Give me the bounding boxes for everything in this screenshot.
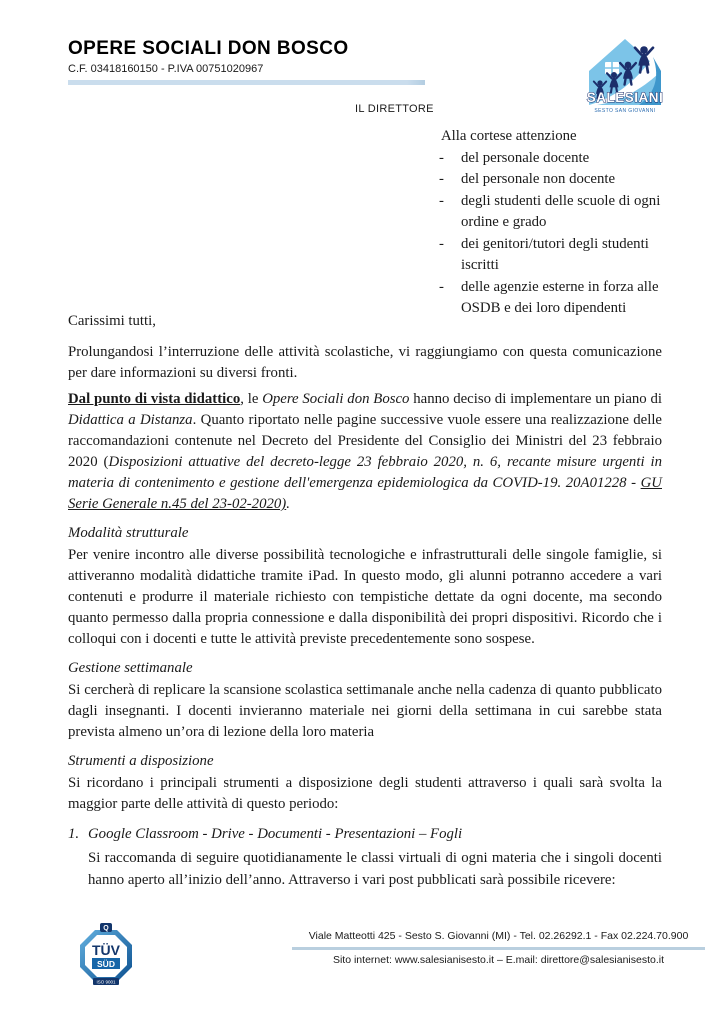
distance-learning-italic: Didattica a Distanza xyxy=(68,412,193,428)
section-heading-structure: Modalità strutturale xyxy=(68,525,189,541)
list-dash: - xyxy=(439,192,444,209)
gazette-reference: GU Serie Generale n.45 del 23-02-2020) xyxy=(68,475,662,512)
footer-contact-block xyxy=(292,930,705,967)
tuv-q-label: Q xyxy=(103,925,109,932)
text-run: , le xyxy=(240,391,263,407)
footer-divider xyxy=(292,947,705,950)
list-item-number: 1. xyxy=(68,826,80,842)
list-dash: - xyxy=(439,235,444,252)
recipient-item xyxy=(437,234,665,277)
recipient-text: degli studenti delle scuole di ogni ordine e grado xyxy=(461,192,661,230)
recipient-item xyxy=(437,169,665,191)
org-fiscal-ids: C.F. 03418160150 - P.IVA 00751020967 xyxy=(68,63,264,75)
list-dash: - xyxy=(439,171,444,187)
text-run: . xyxy=(286,496,290,512)
recipient-item xyxy=(437,148,665,170)
salutation: Carissimi tutti, xyxy=(68,313,156,329)
org-name-italic: Opere Sociali don Bosco xyxy=(262,391,410,407)
recipients-block xyxy=(437,126,665,320)
paragraph-structure: Per venire incontro alle diverse possibilità tecnologiche e infrastrutturali delle singole famiglie, si attiveranno modalità didattiche tramite iPad. In questo modo, gli alunni potranno accedere a vari contenuti e produrre il materiale richiesto con tempistiche dettate da ogni docente, ma secondo quanto permesso dalla propria connessione e dalla disponibilità dei propri dispositivi. Ricordo che i colloqui con i docenti e tutte le attività previste precedentemente sono sospese. xyxy=(68,547,662,647)
tuv-region: SÜD xyxy=(97,959,115,969)
text-run: . Quanto riportato nelle pagine successive vuole essere una realizzazione delle raccomandazioni contenute nel Decreto del Presidente del Consiglio dei Ministri del 23 febbraio 2020 ( xyxy=(68,412,662,470)
paragraph-intro: Prolungandosi l’interruzione delle attività scolastiche, vi raggiungiamo con questa comunicazione per dare informazioni su diversi fronti. xyxy=(68,344,662,381)
paragraph-didactic xyxy=(68,389,662,515)
list-dash: - xyxy=(439,149,444,166)
footer-web-email-line: Sito internet: www.salesianisesto.it – E.mail: direttore@salesianisesto.it xyxy=(332,954,665,966)
decree-italic: Disposizioni attuative del decreto-legge 23 febbraio 2020, n. 6, recante misure urgenti in materia di contenimento e gestione dell'emergenza epidemiologica da COVID-19. 20A01228 - xyxy=(68,454,662,491)
recipient-text: del personale non docente xyxy=(461,171,616,187)
paragraph-weekly: Si cercherà di replicare la scansione scolastica settimanale anche nella cadenza di quanto pubblicato dagli insegnanti. I docenti invieranno materiale nei giorni della settimana in cui sarebbe stata prevista almeno un’ora di lezione della loro materia xyxy=(68,682,662,740)
list-item-text: Si raccomanda di seguire quotidianamente le classi virtuali di ogni materia che i singoli docenti hanno aperto all’inizio dell’anno. Attraverso i vari post pubblicati sarà possibile ricevere: xyxy=(88,850,662,888)
tuv-iso-label: ISO 9001 xyxy=(96,979,116,985)
director-label: IL DIRETTORE xyxy=(355,103,434,115)
tuv-certification-logo xyxy=(76,922,136,990)
section-heading-tools: Strumenti a disposizione xyxy=(68,753,214,769)
recipient-item xyxy=(437,191,665,234)
list-item-title xyxy=(68,824,662,845)
section-heading-weekly: Gestione settimanale xyxy=(68,660,193,676)
tuv-name: TÜV xyxy=(92,942,120,958)
numbered-list-item xyxy=(68,824,662,891)
tuv-octagon-icon xyxy=(76,922,136,990)
recipient-text: delle agenzie esterne in forza alle OSDB e dei loro dipendenti xyxy=(461,278,659,316)
didactic-emphasis: Dal punto di vista didattico xyxy=(68,391,241,407)
text-run: hanno deciso di implementare un piano di xyxy=(409,391,662,407)
footer-address-line: Viale Matteotti 425 - Sesto S. Giovanni (MI) - Tel. 02.26292.1 - Fax 02.224.70.900 xyxy=(308,930,689,942)
recipient-text: del personale docente xyxy=(461,149,590,166)
list-dash: - xyxy=(439,278,444,295)
logo-title: SALESIANI xyxy=(586,90,664,105)
list-item-title-text: Google Classroom - Drive - Documenti - Presentazioni – Fogli xyxy=(88,826,463,842)
house-logo-icon xyxy=(583,31,667,125)
paragraph-tools: Si ricordano i principali strumenti a disposizione degli studenti attraverso i quali sarà svolta la maggior parte delle attività di questo periodo: xyxy=(68,775,662,812)
salesiani-logo xyxy=(583,31,667,125)
logo-subtitle: SESTO SAN GIOVANNI xyxy=(594,108,656,114)
header-accent-bar xyxy=(68,80,425,85)
recipients-intro: Alla cortese attenzione xyxy=(441,128,577,144)
letter-body xyxy=(68,311,662,896)
recipient-text: dei genitori/tutori degli studenti iscritti xyxy=(461,235,649,273)
org-name: OPERE SOCIALI DON BOSCO xyxy=(68,38,349,59)
